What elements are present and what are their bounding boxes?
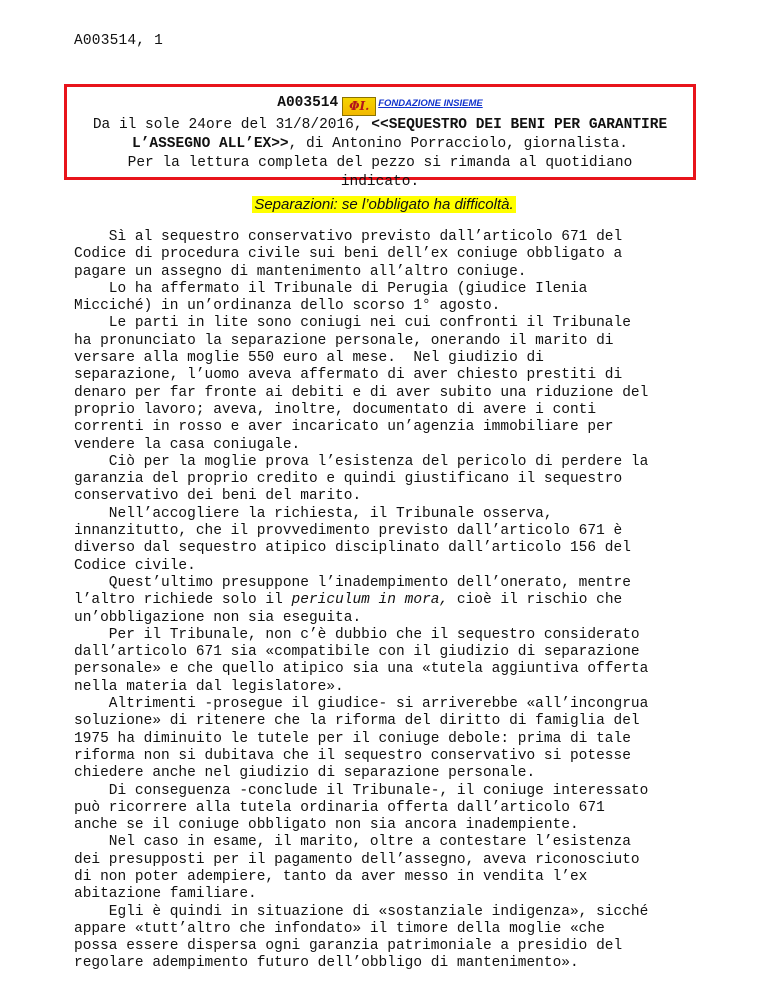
box-note-line: Per la lettura completa del pezzo si rimanda al quotidiano — [127, 155, 633, 171]
article-title-part2: L’ASSEGNO ALL’EX>> — [132, 136, 289, 152]
body-line: Altrimenti -prosegue il giudice- si arriverebbe «all’incongrua — [74, 696, 649, 713]
body-line: abitazione familiare. — [74, 886, 257, 903]
body-line: 1975 ha diminuito le tutele per il coniuge debole: prima di tale — [74, 730, 631, 747]
highlighted-subtitle: Separazioni: se l’obbligato ha difficoltà. — [254, 196, 514, 213]
body-line: Micciché) in un’ordinanza dello scorso 1° agosto. — [74, 298, 501, 315]
body-line: possa essere dispersa ogni garanzia patrimoniale a presidio del — [74, 938, 623, 955]
body-line: un’obbligazione non sia eseguita. — [74, 609, 362, 626]
body-line: di non poter adempiere, tanto da aver messo in vendita l’ex — [74, 868, 588, 885]
body-line: Quest’ultimo presuppone l’inadempimento dell’onerato, mentre — [74, 574, 631, 591]
box-note-line-end: indicato. — [340, 174, 420, 190]
body-line: vendere la casa coniugale. — [74, 436, 301, 453]
body-line: Codice di procedura civile sui beni dell’ex coniuge obbligato a — [74, 246, 623, 263]
body-line: proprio lavoro; aveva, inoltre, documentato di avere i conti — [74, 401, 597, 418]
subtitle-wrap — [0, 196, 768, 214]
body-line: Di conseguenza -conclude il Tribunale-, il coniuge interessato — [74, 782, 649, 799]
body-line: correnti in rosso e aver incaricato un’agenzia immobiliare per — [74, 419, 614, 436]
body-line: chiedere anche nel giudizio di separazione personale. — [74, 765, 536, 782]
box-source-line — [67, 116, 693, 135]
body-line: soluzione» di ritenere che la riforma del diritto di famiglia del — [74, 713, 640, 730]
fondazione-logo-icon: ΦI. — [342, 97, 376, 116]
source-text: Da il sole 24ore del 31/8/2016, — [92, 117, 372, 133]
article-reference-box — [64, 84, 696, 190]
body-line: dei presupposti per il pagamento dell’assegno, aveva riconosciuto — [74, 851, 640, 868]
body-line: regolare adempimento futuro dell’obbligo di mantenimento». — [74, 955, 579, 972]
page-header-ref: A003514, 1 — [74, 33, 164, 49]
body-line: innanzitutto, che il provvedimento previsto dall’articolo 671 è — [74, 523, 623, 540]
body-line: pagare un assegno di mantenimento all’altro coniuge. — [74, 263, 527, 280]
box-title-line — [67, 94, 693, 116]
body-line: Egli è quindi in situazione di «sostanziale indigenza», sicché — [74, 903, 649, 920]
body-line: Nel caso in esame, il marito, oltre a contestare l’esistenza — [74, 834, 631, 851]
body-line: Lo ha affermato il Tribunale di Perugia (giudice Ilenia — [74, 280, 588, 297]
author-text: , di Antonino Porracciolo, giornalista. — [288, 136, 628, 152]
body-line: appare «tutt’altro che infondato» il timore della moglie «che — [74, 920, 605, 937]
article-body — [74, 229, 714, 973]
body-line: dall’articolo 671 sia «compatibile con il giudizio di separazione — [74, 644, 640, 661]
article-title-part1: <<SEQUESTRO DEI BENI PER GARANTIRE — [371, 117, 668, 133]
body-line: Codice civile. — [74, 557, 196, 574]
body-line: Per il Tribunale, non c’è dubbio che il sequestro considerato — [74, 626, 640, 643]
body-line: garanzia del proprio credito e quindi giustificano il sequestro — [74, 471, 623, 488]
body-line: separazione, l’uomo aveva affermato di aver chiesto prestiti di — [74, 367, 623, 384]
body-line: ha pronunciato la separazione personale, onerando il marito di — [74, 332, 614, 349]
body-line: Nell’accogliere la richiesta, il Tribunale osserva, — [74, 505, 553, 522]
body-line: Ciò per la moglie prova l’esistenza del pericolo di perdere la — [74, 453, 649, 470]
body-line: Sì al sequestro conservativo previsto dall’articolo 671 del — [74, 229, 623, 245]
body-line: conservativo dei beni del marito. — [74, 488, 362, 505]
body-line: denaro per far fronte ai debiti e di aver subito una riduzione del — [74, 384, 649, 401]
body-line: diverso dal sequestro atipico disciplinato dall’articolo 156 del — [74, 540, 631, 557]
body-line: riforma non si dubitava che il sequestro conservativo si potesse — [74, 747, 631, 764]
body-line: personale» e che quello atipico sia una «tutela aggiuntiva offerta — [74, 661, 649, 678]
body-line: l’altro richiede solo il periculum in mora, cioè il rischio che — [74, 592, 623, 609]
document-code: A003514 — [277, 95, 339, 111]
box-author-line — [67, 135, 693, 154]
body-line: può ricorrere alla tutela ordinaria offerta dall’articolo 671 — [74, 799, 605, 816]
fondazione-insieme-link[interactable]: FONDAZIONE INSIEME — [378, 98, 483, 109]
body-line: anche se il coniuge obbligato non sia ancora inadempiente. — [74, 817, 579, 834]
body-line: nella materia dal legislatore». — [74, 678, 344, 695]
body-line: versare alla moglie 550 euro al mese. Nel giudizio di — [74, 350, 544, 367]
body-line: Le parti in lite sono coniugi nei cui confronti il Tribunale — [74, 315, 631, 332]
